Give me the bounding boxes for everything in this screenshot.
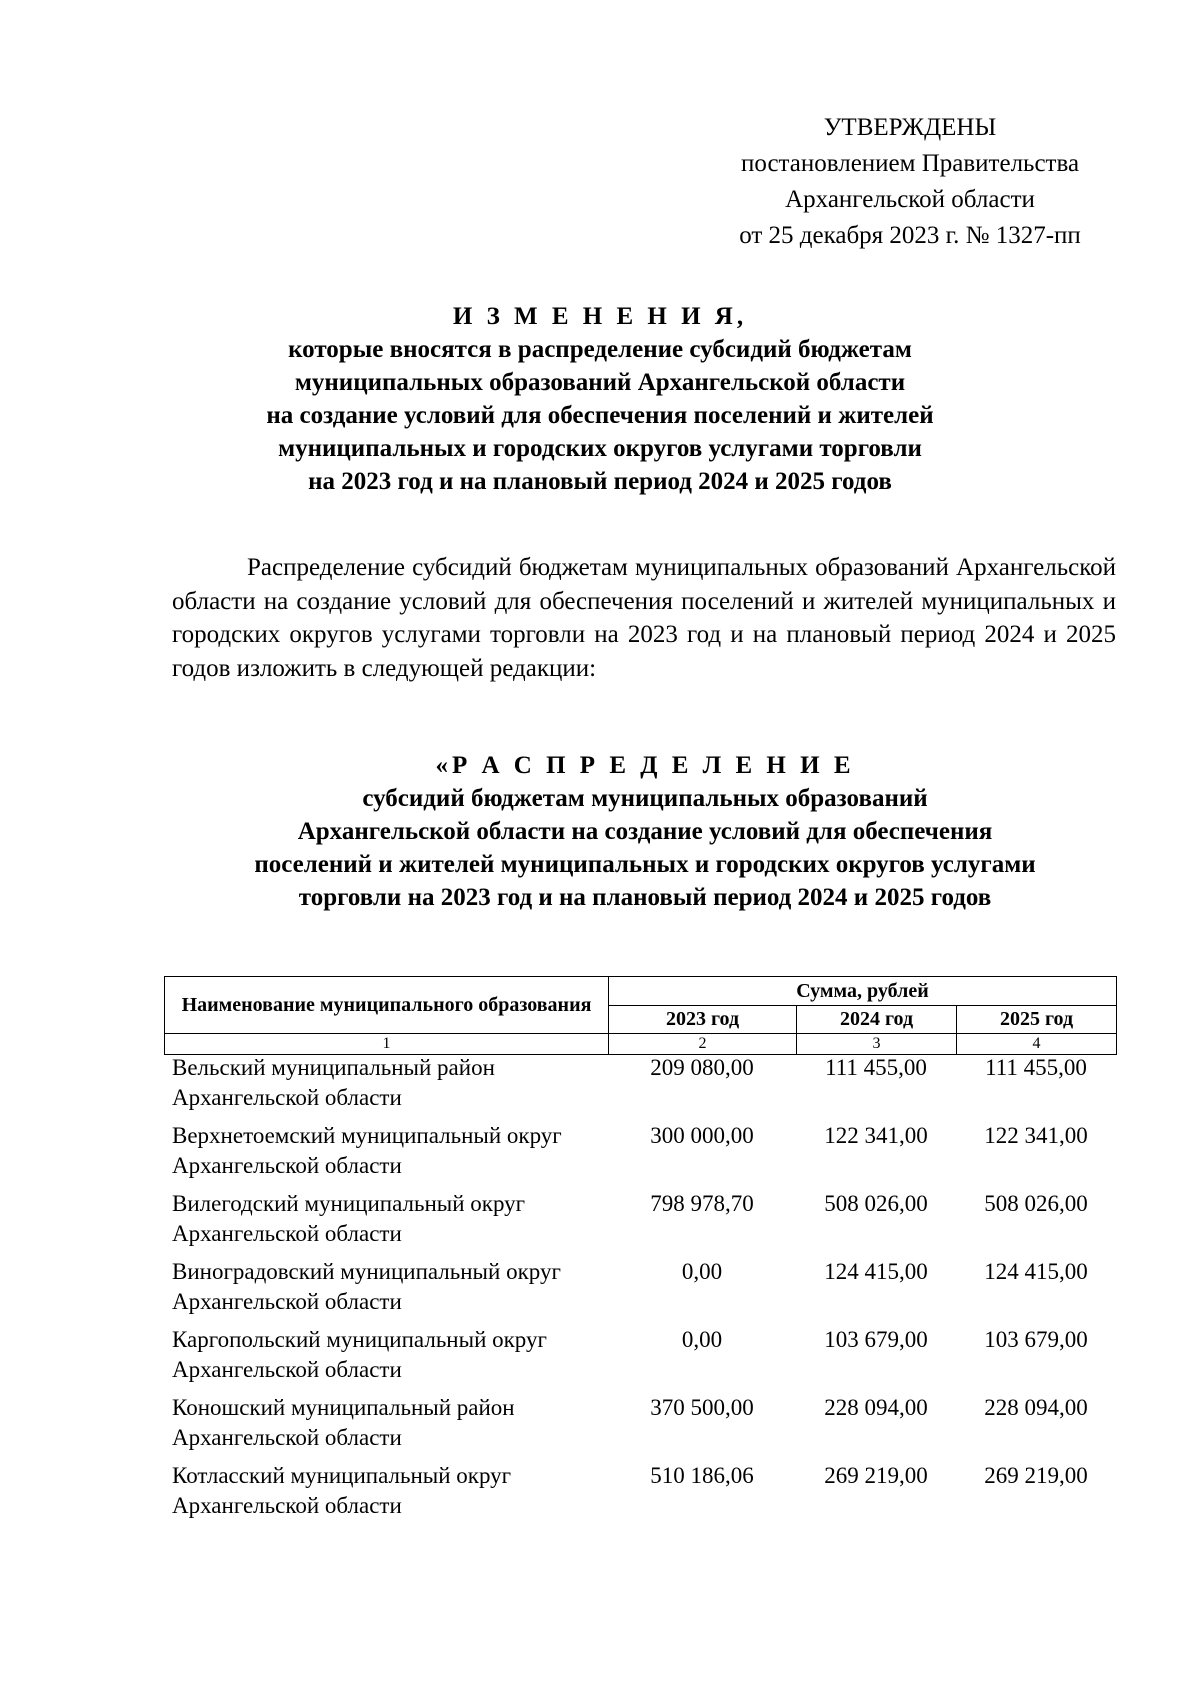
approval-line-1: УТВЕРЖДЕНЫ [823, 114, 997, 141]
approval-stamp [700, 110, 1120, 254]
value-2024: 111 455,00 [825, 1055, 927, 1080]
value-2025: 228 094,00 [984, 1395, 1088, 1420]
paragraph-text: Распределение субсидий бюджетам муниципальных образований Архангельской области на создание условий для обеспечения поселений и жителей муниципальных и городских округов услугами торговли на 2023 год и на плановый период 2024 и 2025 годов изложить в следующей редакции: [172, 554, 1116, 682]
row-name: Вилегодский муниципальный округ Архангельской области [172, 1191, 526, 1246]
value-2025: 269 219,00 [984, 1463, 1088, 1488]
table-row [164, 1393, 1116, 1461]
table-row [164, 1053, 1116, 1121]
value-2024: 122 341,00 [824, 1123, 928, 1148]
table-row [164, 1189, 1116, 1257]
header-year-2025: 2025 год [957, 1005, 1117, 1034]
value-2023: 0,00 [681, 1327, 723, 1352]
row-name: Вельский муниципальный район Архангельской области [172, 1055, 495, 1110]
value-2023: 798 978,70 [650, 1191, 754, 1216]
header-col-number: 2 [609, 1034, 797, 1055]
value-2025: 103 679,00 [984, 1327, 1088, 1352]
value-2025: 122 341,00 [984, 1123, 1088, 1148]
table-body [164, 1053, 1116, 1529]
title-line: на создание условий для обеспечения поселений и жителей [266, 402, 934, 429]
table-row [164, 1257, 1116, 1325]
value-2024: 508 026,00 [824, 1191, 928, 1216]
header-year-2024: 2024 год [797, 1005, 957, 1034]
row-name: Верхнетоемский муниципальный округ Архангельской области [172, 1123, 562, 1178]
value-2023: 510 186,06 [650, 1463, 754, 1488]
value-2024: 124 415,00 [824, 1259, 928, 1284]
document-title [170, 300, 1030, 498]
value-2024: 269 219,00 [824, 1463, 928, 1488]
value-2023: 370 500,00 [650, 1395, 754, 1420]
header-sum: Сумма, рублей [609, 977, 1117, 1006]
value-2025: 111 455,00 [985, 1055, 1087, 1080]
header-col-number: 4 [957, 1034, 1117, 1055]
body-paragraph [172, 551, 1116, 685]
table-row [164, 1461, 1116, 1529]
header-col-number: 3 [797, 1034, 957, 1055]
row-name: Котласский муниципальный округ Архангельской области [172, 1463, 512, 1518]
row-name: Виноградовский муниципальный округ Архангельской области [172, 1259, 561, 1314]
distribution-heading: «Р А С П Р Е Д Е Л Е Н И Е [435, 752, 855, 779]
title-line: на 2023 год и на плановый период 2024 и 2025 годов [308, 468, 892, 495]
distribution-title [170, 749, 1120, 914]
distribution-title-line: торговли на 2023 год и на плановый период 2024 и 2025 годов [298, 884, 992, 911]
approval-line-4: от 25 декабря 2023 г. № 1327-пп [739, 222, 1081, 249]
table-row [164, 1121, 1116, 1189]
header-year-2023: 2023 год [609, 1005, 797, 1034]
row-name: Коношский муниципальный район Архангельской области [172, 1395, 515, 1450]
value-2023: 209 080,00 [650, 1055, 754, 1080]
distribution-title-line: поселений и жителей муниципальных и городских округов услугами [254, 851, 1036, 878]
value-2025: 508 026,00 [984, 1191, 1088, 1216]
row-name: Каргопольский муниципальный округ Архангельской области [172, 1327, 547, 1382]
distribution-title-line: субсидий бюджетам муниципальных образований [362, 785, 928, 812]
value-2023: 300 000,00 [650, 1123, 754, 1148]
header-col-number: 1 [165, 1034, 609, 1055]
title-line: которые вносятся в распределение субсидий бюджетам [288, 336, 912, 363]
title-line: муниципальных образований Архангельской области [294, 369, 906, 396]
table-row [164, 1325, 1116, 1393]
header-name: Наименование муниципального образования [165, 977, 609, 1034]
approval-line-3: Архангельской области [785, 186, 1035, 213]
value-2025: 124 415,00 [984, 1259, 1088, 1284]
title-line: муниципальных и городских округов услугами торговли [278, 435, 922, 462]
value-2023: 0,00 [681, 1259, 723, 1284]
value-2024: 103 679,00 [824, 1327, 928, 1352]
title-heading: И З М Е Н Е Н И Я, [452, 303, 748, 330]
table-header [164, 976, 1117, 1055]
approval-line-2: постановлением Правительства [740, 150, 1080, 177]
value-2024: 228 094,00 [824, 1395, 928, 1420]
distribution-title-line: Архангельской области на создание условий для обеспечения [297, 818, 993, 845]
